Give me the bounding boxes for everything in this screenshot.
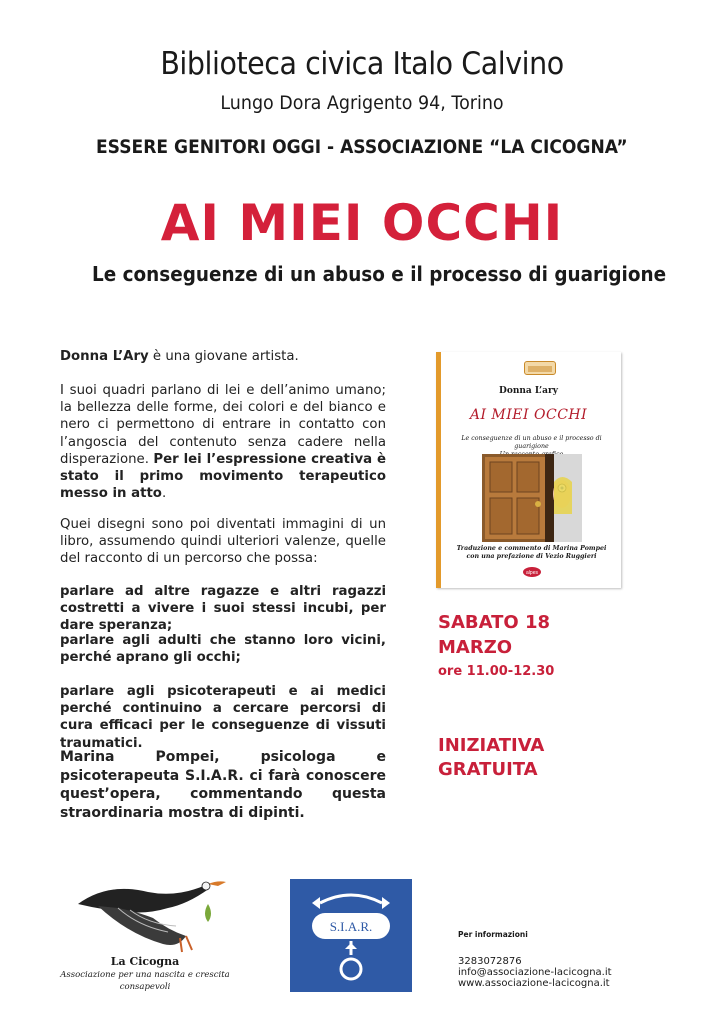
book-credits-line2: con una prefazione di Vezio Ruggieri	[466, 553, 597, 560]
free-event-line1: INIZIATIVA	[438, 735, 545, 756]
publisher-logo	[524, 361, 556, 375]
door-illustration	[482, 454, 582, 542]
contact-email[interactable]: info@associazione-lacicogna.it	[458, 967, 612, 978]
association-name: La Cicogna	[110, 955, 180, 968]
event-subtitle: Le conseguenze di un abuso e il processo di guarigione	[92, 262, 667, 286]
free-event-line2: GRATUITA	[438, 759, 538, 780]
venue-title: Biblioteca civica Italo Calvino	[160, 46, 564, 82]
alpes-logo-icon	[522, 566, 542, 578]
book-cover	[436, 352, 621, 588]
intro-paragraph	[60, 348, 386, 365]
description-end: .	[161, 486, 167, 502]
association-description	[52, 969, 238, 993]
description-bold: Per lei l’espressione creativa è stato il primo movimento terapeutico messo in atto	[60, 451, 386, 502]
event-day: SABATO 18	[438, 612, 551, 633]
siar-label: S.I.A.R.	[329, 919, 373, 934]
contact-phone[interactable]: 3283072876	[458, 956, 522, 967]
association-description-line1: Associazione per una nascita e crescita	[60, 970, 230, 980]
description-paragraph	[60, 382, 386, 502]
description-text: I suoi quadri parlano di lei e dell’animo umano; la bellezza delle forme, dei colori e del bianco e nero ci permettono di entrare in contatto con l’angoscia del contenuto senza cadere nella disperazione.	[60, 383, 386, 467]
event-time: ore 11.00-12.30	[438, 664, 555, 679]
info-heading: Per informazioni	[458, 930, 528, 939]
siar-logo	[290, 879, 412, 992]
book-credits-line1: Traduzione e commento di Marina Pompei	[456, 545, 607, 552]
book-credits	[444, 545, 619, 561]
book-subtitle-line1: Le conseguenze di un abuso e il processo di guarigione	[461, 435, 602, 450]
book-title: AI MIEI OCCHI	[469, 407, 588, 423]
organizer-line: ESSERE GENITORI OGGI - ASSOCIAZIONE “LA CICOGNA”	[96, 136, 628, 158]
event-title: AI MIEI OCCHI	[160, 194, 564, 252]
association-description-line2: consapevoli	[119, 982, 171, 992]
event-month: MARZO	[438, 637, 513, 658]
purpose-item-2: parlare agli adulti che stanno loro vicini, perché aprano gli occhi;	[60, 633, 386, 666]
artist-name: Donna L’Ary	[60, 349, 149, 364]
purpose-item-1: parlare ad altre ragazze e altri ragazzi costretti a vivere i suoi stessi incubi, per dare speranza;	[60, 584, 386, 634]
svg-text:alpes: alpes	[526, 570, 538, 576]
book-paragraph: Quei disegni sono poi diventati immagini di un libro, assumendo quindi ulteriori valenze, quelle del racconto di un percorso che possa:	[60, 517, 386, 567]
contact-website[interactable]: www.associazione-lacicogna.it	[458, 978, 610, 989]
speaker-paragraph: Marina Pompei, psicologa e psicoterapeuta S.I.A.R. ci farà conoscere quest’opera, commentando questa straordinaria mostra di dipinti.	[60, 749, 386, 821]
stork-logo-icon	[58, 874, 230, 954]
siar-logo-icon	[290, 879, 412, 992]
venue-address: Lungo Dora Agrigento 94, Torino	[220, 92, 504, 114]
book-author: Donna L’ary	[499, 386, 558, 396]
intro-text: è una giovane artista.	[148, 349, 299, 364]
purpose-item-3: parlare agli psicoterapeuti e ai medici perché continuino a cercare percorsi di cura efficaci per le conseguenze di vissuti traumatici.	[60, 684, 386, 751]
publisher-logo-icon	[525, 363, 555, 375]
contact-info	[458, 956, 612, 989]
